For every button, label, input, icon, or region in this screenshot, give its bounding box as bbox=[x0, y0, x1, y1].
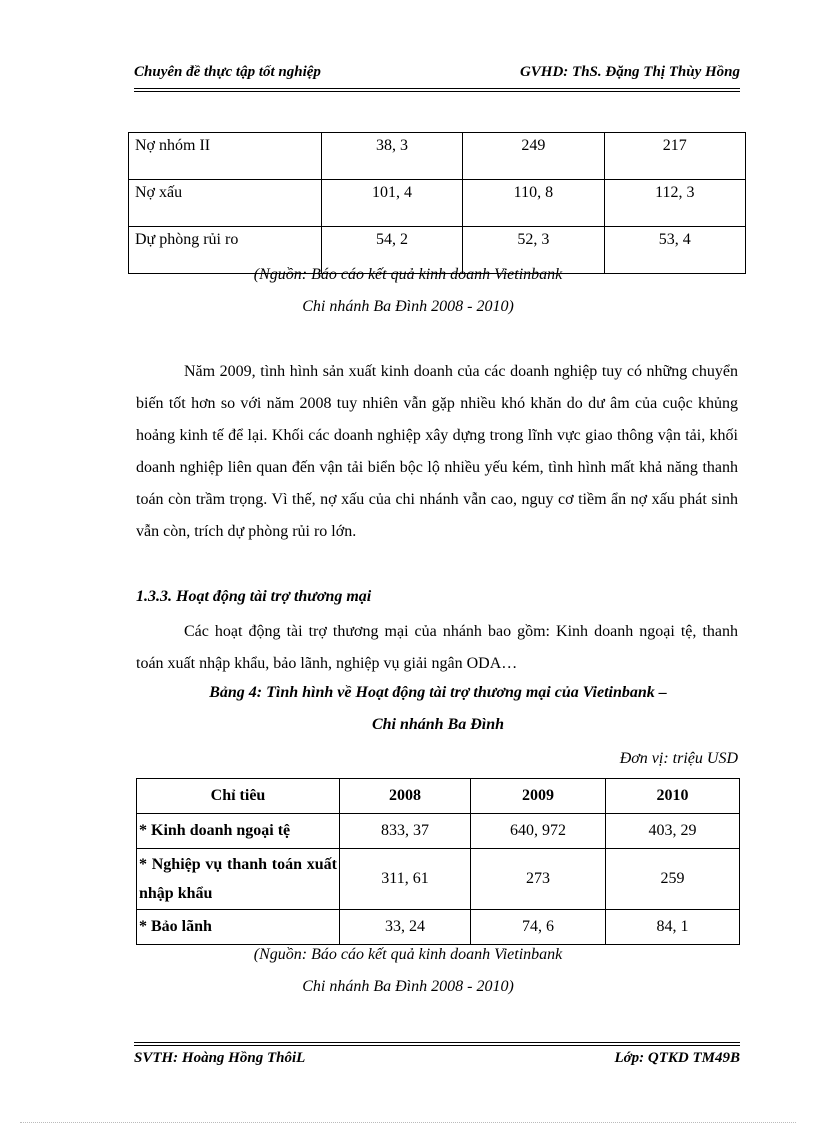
table-row bbox=[129, 133, 746, 180]
table-header-row bbox=[137, 779, 740, 814]
table-cell: 38, 3 bbox=[321, 133, 462, 180]
table-cell: 101, 4 bbox=[321, 180, 462, 227]
column-header: 2008 bbox=[340, 779, 471, 814]
table-cell: * Bảo lãnh bbox=[137, 910, 340, 945]
table-cell: Nợ xấu bbox=[129, 180, 322, 227]
table-cell: 74, 6 bbox=[471, 910, 606, 945]
debt-table bbox=[128, 132, 746, 274]
unit-label: Đơn vị: triệu USD bbox=[619, 750, 738, 767]
table-cell: * Nghiệp vụ thanh toán xuất nhập khẩu bbox=[137, 849, 340, 910]
column-header: 2009 bbox=[471, 779, 606, 814]
table-cell: * Kinh doanh ngoại tệ bbox=[137, 814, 340, 849]
page-header bbox=[134, 64, 740, 88]
footer-right: Lớp: QTKD TM49B bbox=[614, 1050, 740, 1066]
table-cell: 259 bbox=[606, 849, 740, 910]
table-cell: 53, 4 bbox=[604, 227, 745, 274]
body-paragraph bbox=[136, 356, 738, 548]
footer-rule-double bbox=[134, 1045, 740, 1046]
source-note-1: (Nguồn: Báo cáo kết quả kinh doanh Vietinbank bbox=[253, 266, 563, 283]
table-cell: 33, 24 bbox=[340, 910, 471, 945]
source-note-2: (Nguồn: Báo cáo kết quả kinh doanh Vietinbank bbox=[253, 946, 563, 963]
table-cell: Nợ nhóm II bbox=[129, 133, 322, 180]
section-heading: 1.3.3. Hoạt động tài trợ thương mại bbox=[136, 588, 372, 605]
header-rule bbox=[134, 88, 740, 89]
table-cell: 249 bbox=[463, 133, 604, 180]
header-right: GVHD: ThS. Đặng Thị Thùy Hồng bbox=[519, 64, 740, 80]
table-row bbox=[129, 180, 746, 227]
table-cell: 112, 3 bbox=[604, 180, 745, 227]
source-note-1-line2: Chi nhánh Ba Đình 2008 - 2010) bbox=[302, 298, 514, 315]
table-title: Bảng 4: Tình hình về Hoạt động tài trợ thương mại của Vietinbank – bbox=[209, 684, 667, 701]
table-cell: 311, 61 bbox=[340, 849, 471, 910]
table-cell: 54, 2 bbox=[321, 227, 462, 274]
table-row bbox=[137, 910, 740, 945]
column-header: Chỉ tiêu bbox=[137, 779, 340, 814]
table-cell: 52, 3 bbox=[463, 227, 604, 274]
trade-finance-table bbox=[136, 778, 740, 945]
table-cell: 273 bbox=[471, 849, 606, 910]
header-rule-double bbox=[134, 91, 740, 92]
table-cell: 833, 37 bbox=[340, 814, 471, 849]
footer-rule bbox=[134, 1042, 740, 1043]
table-cell: 217 bbox=[604, 133, 745, 180]
source-note-2-line2: Chi nhánh Ba Đình 2008 - 2010) bbox=[302, 978, 514, 995]
paragraph-text: Các hoạt động tài trợ thương mại của nhánh bao gồm: Kinh doanh ngoại tệ, thanh toán xuất nhập khẩu, bảo lãnh, nghiệp vụ giải ngân ODA… bbox=[136, 623, 738, 672]
table-row bbox=[137, 814, 740, 849]
column-header: 2010 bbox=[606, 779, 740, 814]
header-left: Chuyên đề thực tập tốt nghiệp bbox=[134, 64, 321, 80]
table-cell: 84, 1 bbox=[606, 910, 740, 945]
section-paragraph bbox=[136, 616, 738, 680]
table-cell: Dự phòng rủi ro bbox=[129, 227, 322, 274]
footer-left: SVTH: Hoàng Hồng ThôiL bbox=[134, 1050, 306, 1066]
table-row bbox=[137, 849, 740, 910]
table-cell: 110, 8 bbox=[463, 180, 604, 227]
table-cell: 640, 972 bbox=[471, 814, 606, 849]
paragraph-text: Năm 2009, tình hình sản xuất kinh doanh của các doanh nghiệp tuy có những chuyển biến tốt hơn so với năm 2008 tuy nhiên vẫn gặp nhiều khó khăn do dư âm của cuộc khủng hoảng kinh tế để lại. Khối các doanh nghiệp xây dựng trong lĩnh vực giao thông vận tải, khối doanh nghiệp liên quan đến vận tải biển bộc lộ nhiều yếu kém, tình hình mất khả năng thanh toán còn trầm trọng. Vì thế, nợ xấu của chi nhánh vẫn cao, nguy cơ tiềm ẩn nợ xấu phát sinh vẫn còn, trích dự phòng rủi ro lớn. bbox=[136, 363, 738, 540]
table-cell: 403, 29 bbox=[606, 814, 740, 849]
table-title-line2: Chi nhánh Ba Đình bbox=[371, 716, 505, 733]
